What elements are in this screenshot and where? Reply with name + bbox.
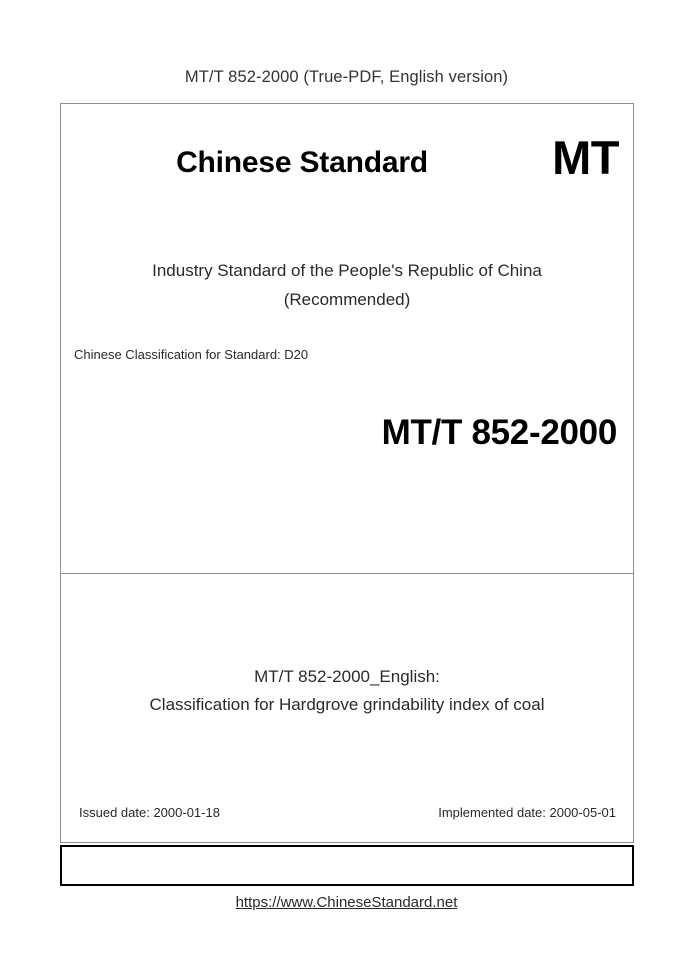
document-title-block xyxy=(61,663,633,718)
issued-date-label: Issued date: 2000-01-18 xyxy=(79,805,220,820)
standard-authority-mark: MT xyxy=(552,131,619,184)
issuer-line-secondary: (Recommended) xyxy=(283,290,411,310)
document-title-line-2: Classification for Hardgrove grindability index of coal xyxy=(149,694,545,714)
document-title-line-1: MT/T 852-2000_English: xyxy=(254,667,440,686)
brand-row xyxy=(61,131,633,204)
site-url-link[interactable]: https://www.ChineseStandard.net xyxy=(235,894,458,911)
dates-row xyxy=(61,805,633,823)
issuer-block xyxy=(61,256,633,314)
cover-lower-panel xyxy=(61,574,633,843)
publisher-footer-box xyxy=(60,845,634,886)
standard-number: MT/T 852-2000 xyxy=(381,413,617,452)
standard-cover-box xyxy=(60,103,634,843)
classification-code-label: Chinese Classification for Standard: D20 xyxy=(74,347,309,362)
page-header-label: MT/T 852-2000 (True-PDF, English version) xyxy=(184,68,509,86)
issuer-line-primary: Industry Standard of the People's Republic of China xyxy=(152,261,542,280)
implemented-date-label: Implemented date: 2000-05-01 xyxy=(438,805,616,820)
brand-title: Chinese Standard xyxy=(176,146,428,179)
cover-upper-panel xyxy=(61,104,633,574)
